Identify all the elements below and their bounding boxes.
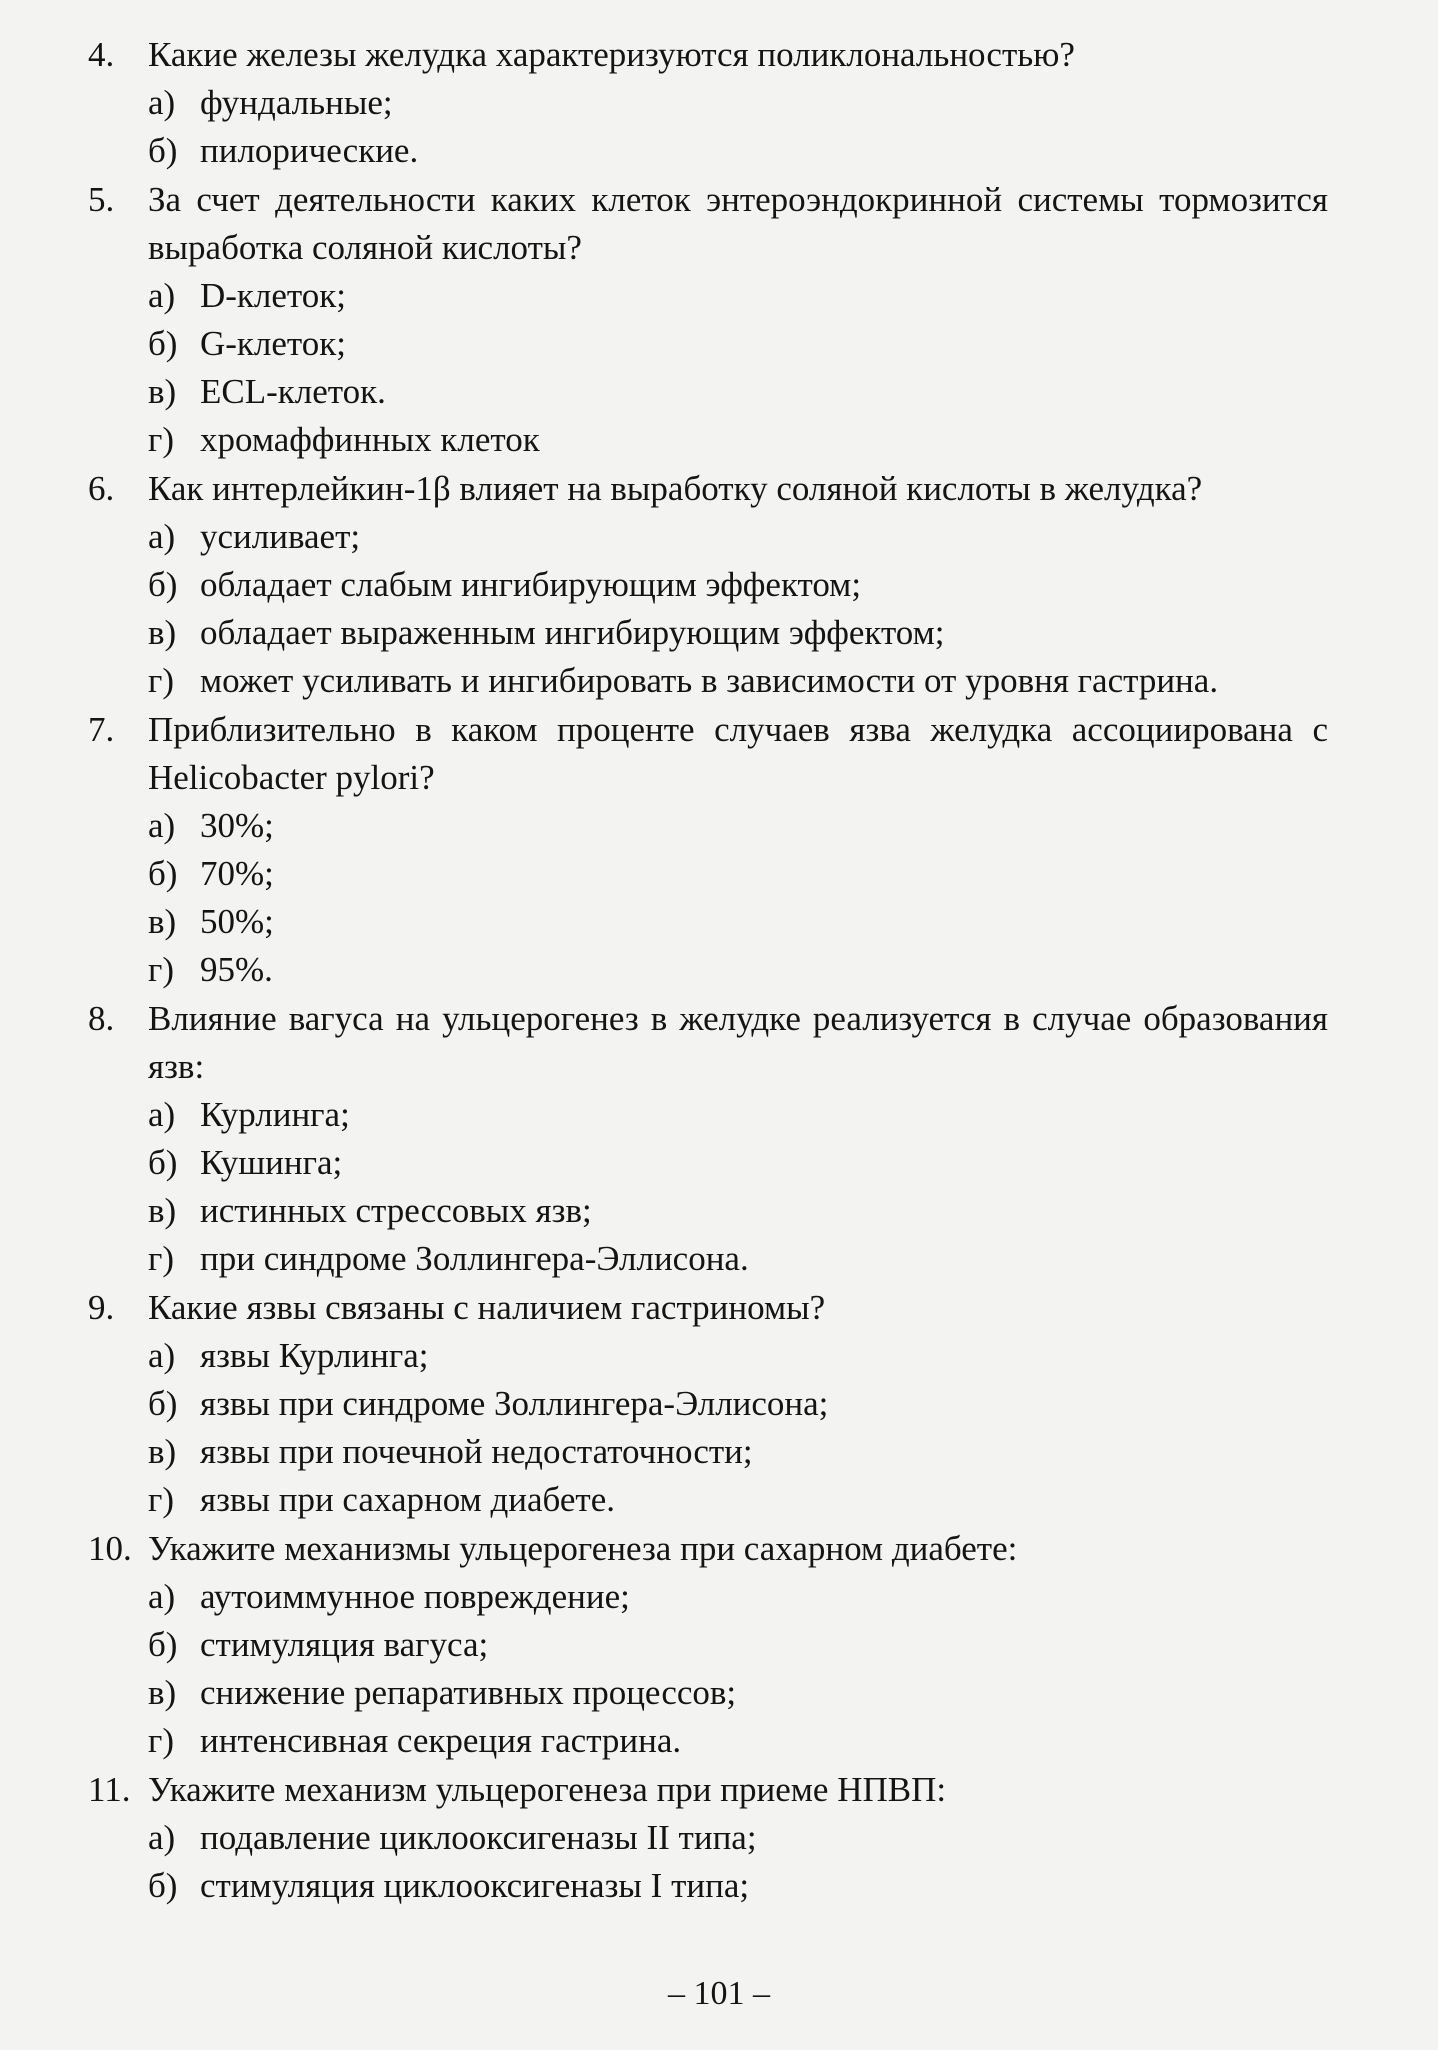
option-letter: а) bbox=[148, 276, 176, 315]
question-text: Приблизительно в каком проценте случаев язва желудка ассоциирована с Helicobacter pylori? bbox=[148, 710, 1328, 797]
option-letter: а) bbox=[148, 1577, 176, 1616]
answer-option bbox=[148, 320, 1328, 368]
answer-options bbox=[148, 1573, 1328, 1765]
option-text: язвы при синдроме Золлингера-Эллисона; bbox=[200, 1384, 829, 1423]
answer-option bbox=[148, 127, 1328, 175]
answer-option bbox=[148, 1187, 1328, 1235]
option-letter: г) bbox=[148, 1239, 175, 1278]
option-letter: б) bbox=[148, 1866, 178, 1905]
option-letter: г) bbox=[148, 1480, 175, 1519]
question-11 bbox=[88, 1766, 1328, 1910]
page-number: – 101 – bbox=[668, 1975, 770, 2012]
option-letter: б) bbox=[148, 1143, 178, 1182]
option-text: при синдроме Золлингера-Эллисона. bbox=[200, 1239, 749, 1278]
option-text: аутоиммунное повреждение; bbox=[200, 1577, 630, 1616]
option-text: истинных стрессовых язв; bbox=[200, 1191, 592, 1230]
option-letter: а) bbox=[148, 517, 176, 556]
option-letter: в) bbox=[148, 1432, 177, 1471]
option-text: может усиливать и ингибировать в зависимости от уровня гастрина. bbox=[200, 661, 1219, 700]
answer-option bbox=[148, 561, 1328, 609]
option-text: усиливает; bbox=[200, 517, 361, 556]
question-text: Какие язвы связаны с наличием гастриномы? bbox=[148, 1288, 826, 1327]
answer-option bbox=[148, 513, 1328, 561]
option-letter: в) bbox=[148, 902, 177, 941]
question-text: Какие железы желудка характеризуются поликлональностью? bbox=[148, 35, 1075, 74]
question-number: 8. bbox=[88, 999, 115, 1038]
option-letter: г) bbox=[148, 661, 175, 700]
question-5 bbox=[88, 176, 1328, 464]
option-text: 30%; bbox=[200, 806, 274, 845]
answer-options bbox=[148, 1332, 1328, 1524]
answer-option bbox=[148, 898, 1328, 946]
answer-option bbox=[148, 1669, 1328, 1717]
answer-option bbox=[148, 1235, 1328, 1283]
question-text: Укажите механизм ульцерогенеза при приеме НПВП: bbox=[148, 1770, 947, 1809]
answer-option bbox=[148, 272, 1328, 320]
question-number: 4. bbox=[88, 35, 115, 74]
answer-option bbox=[148, 1091, 1328, 1139]
question-10 bbox=[88, 1525, 1328, 1765]
option-text: язвы при сахарном диабете. bbox=[200, 1480, 615, 1519]
answer-option bbox=[148, 850, 1328, 898]
option-letter: в) bbox=[148, 1673, 177, 1712]
question-number: 5. bbox=[88, 180, 115, 219]
question-text: Как интерлейкин-1β влияет на выработку соляной кислоты в желудка? bbox=[148, 469, 1203, 508]
answer-option bbox=[148, 1717, 1328, 1765]
answer-options bbox=[148, 1091, 1328, 1283]
option-letter: б) bbox=[148, 1625, 178, 1664]
option-text: подавление циклооксигеназы II типа; bbox=[200, 1818, 757, 1857]
question-6 bbox=[88, 465, 1328, 705]
answer-option bbox=[148, 802, 1328, 850]
question-number: 9. bbox=[88, 1288, 115, 1327]
option-letter: г) bbox=[148, 420, 175, 459]
option-text: ECL-клеток. bbox=[200, 372, 386, 411]
option-letter: б) bbox=[148, 324, 178, 363]
answer-option bbox=[148, 946, 1328, 994]
question-number: 6. bbox=[88, 469, 115, 508]
option-text: язвы при почечной недостаточности; bbox=[200, 1432, 753, 1471]
question-4 bbox=[88, 31, 1328, 175]
question-number: 7. bbox=[88, 710, 115, 749]
answer-options bbox=[148, 79, 1328, 175]
option-letter: б) bbox=[148, 131, 178, 170]
option-text: обладает выраженным ингибирующим эффектом; bbox=[200, 613, 945, 652]
answer-option bbox=[148, 1380, 1328, 1428]
option-text: G-клеток; bbox=[200, 324, 346, 363]
question-9 bbox=[88, 1284, 1328, 1524]
question-7 bbox=[88, 706, 1328, 994]
answer-option bbox=[148, 79, 1328, 127]
option-letter: б) bbox=[148, 565, 178, 604]
option-text: Кушинга; bbox=[200, 1143, 343, 1182]
option-text: стимуляция циклооксигеназы I типа; bbox=[200, 1866, 750, 1905]
option-letter: в) bbox=[148, 613, 177, 652]
answer-option bbox=[148, 1332, 1328, 1380]
question-text: За счет деятельности каких клеток энтероэндокринной системы тормозится выработка соляной кислоты? bbox=[148, 180, 1328, 267]
option-text: язвы Курлинга; bbox=[200, 1336, 429, 1375]
answer-option bbox=[148, 1139, 1328, 1187]
answer-option bbox=[148, 1573, 1328, 1621]
option-text: 70%; bbox=[200, 854, 274, 893]
option-text: стимуляция вагуса; bbox=[200, 1625, 489, 1664]
question-text: Укажите механизмы ульцерогенеза при сахарном диабете: bbox=[148, 1529, 1018, 1568]
option-letter: а) bbox=[148, 1336, 176, 1375]
answer-option bbox=[148, 1814, 1328, 1862]
answer-option bbox=[148, 657, 1328, 705]
option-text: обладает слабым ингибирующим эффектом; bbox=[200, 565, 862, 604]
option-text: снижение репаративных процессов; bbox=[200, 1673, 737, 1712]
option-letter: б) bbox=[148, 1384, 178, 1423]
answer-options bbox=[148, 802, 1328, 994]
option-text: интенсивная секреция гастрина. bbox=[200, 1721, 682, 1760]
option-letter: а) bbox=[148, 83, 176, 122]
answer-options bbox=[148, 513, 1328, 705]
question-number: 10. bbox=[88, 1529, 132, 1568]
answer-option bbox=[148, 1476, 1328, 1524]
question-8 bbox=[88, 995, 1328, 1283]
answer-option bbox=[148, 416, 1328, 464]
option-text: Курлинга; bbox=[200, 1095, 350, 1134]
answer-options bbox=[148, 1814, 1328, 1910]
answer-option bbox=[148, 609, 1328, 657]
option-text: хромаффинных клеток bbox=[200, 420, 540, 459]
option-letter: б) bbox=[148, 854, 178, 893]
answer-option bbox=[148, 1862, 1328, 1910]
question-number: 11. bbox=[88, 1770, 131, 1809]
option-letter: в) bbox=[148, 1191, 177, 1230]
option-text: фундальные; bbox=[200, 83, 393, 122]
answer-option bbox=[148, 368, 1328, 416]
option-letter: г) bbox=[148, 1721, 175, 1760]
option-text: 50%; bbox=[200, 902, 274, 941]
answer-option bbox=[148, 1428, 1328, 1476]
document-page bbox=[88, 30, 1328, 1910]
option-letter: а) bbox=[148, 1095, 176, 1134]
option-letter: а) bbox=[148, 806, 176, 845]
option-letter: а) bbox=[148, 1818, 176, 1857]
option-text: 95%. bbox=[200, 950, 273, 989]
option-text: D-клеток; bbox=[200, 276, 346, 315]
question-text: Влияние вагуса на ульцерогенез в желудке реализуется в случае образования язв: bbox=[148, 999, 1328, 1086]
option-letter: г) bbox=[148, 950, 175, 989]
answer-options bbox=[148, 272, 1328, 464]
option-letter: в) bbox=[148, 372, 177, 411]
answer-option bbox=[148, 1621, 1328, 1669]
option-text: пилорические. bbox=[200, 131, 419, 170]
